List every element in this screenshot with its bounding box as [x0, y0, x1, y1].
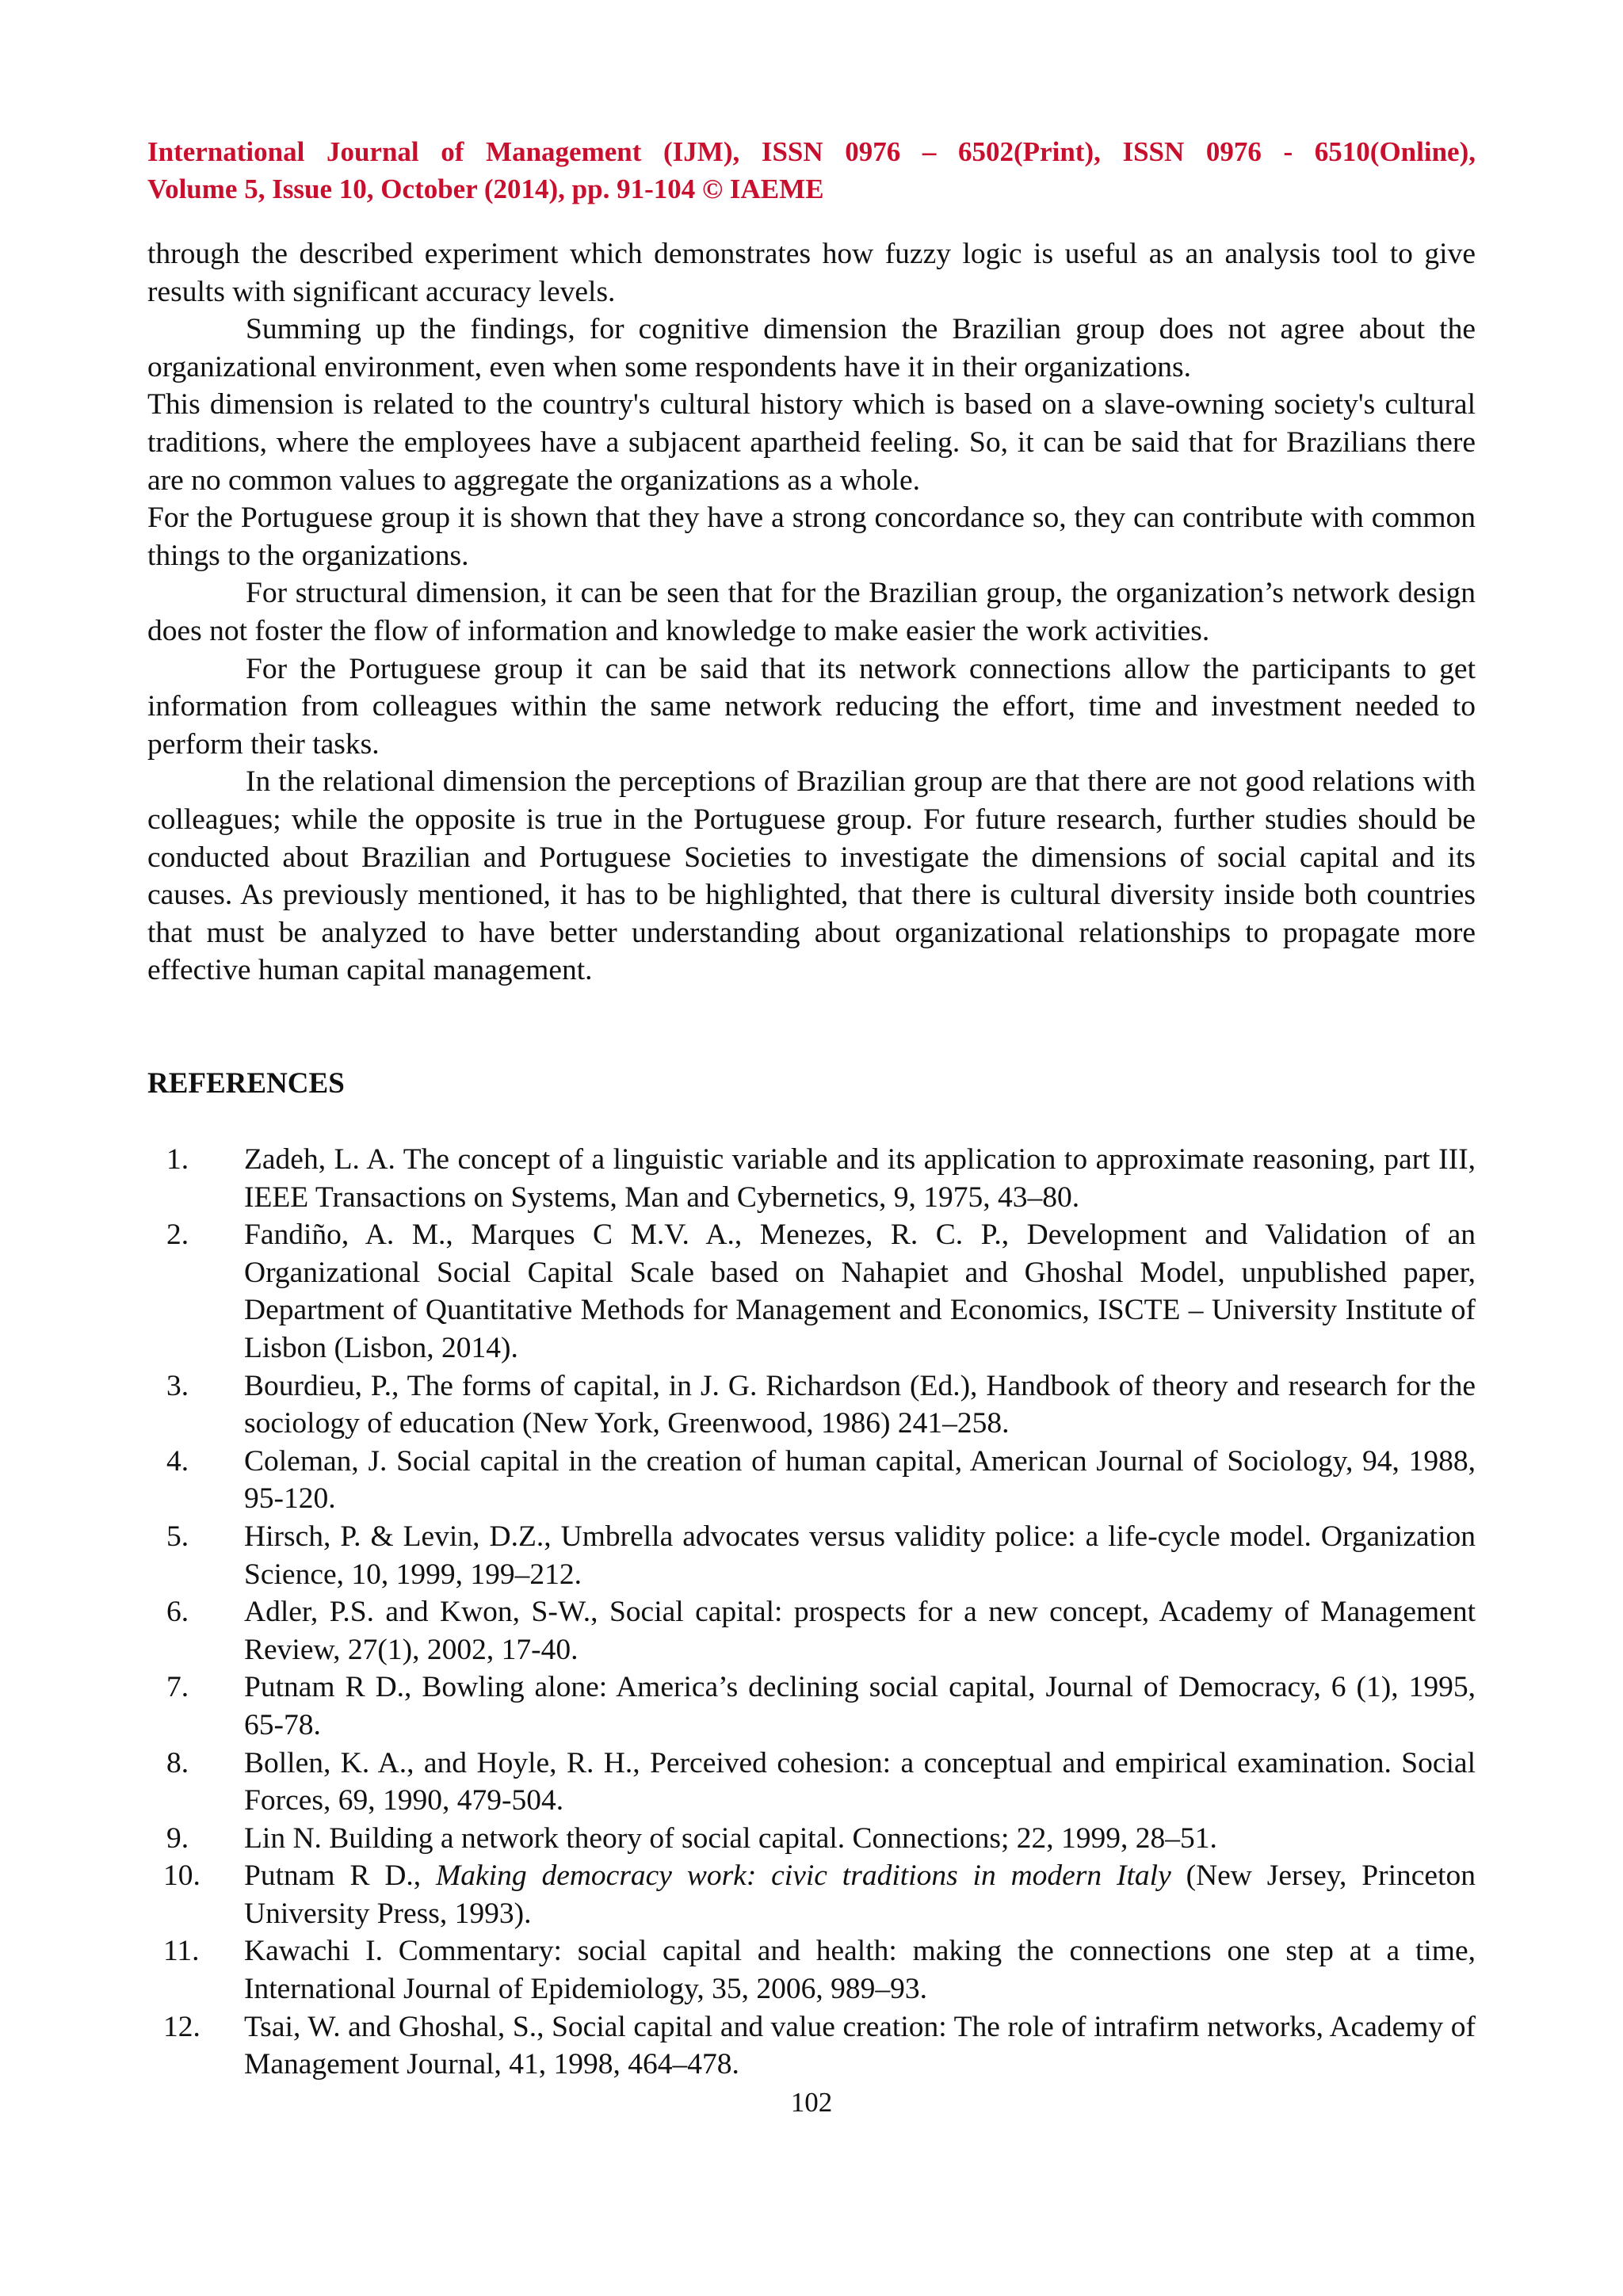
- references-list: [147, 1141, 1476, 2084]
- reference-number: 7.: [166, 1671, 189, 1704]
- body-text: [147, 235, 1476, 990]
- reference-item: [147, 1593, 1476, 1669]
- paragraph: For the Portuguese group it is shown that they have a strong concordance so, they can contribute with common things to the organizations.: [147, 502, 1476, 572]
- reference-text: Coleman, J. Social capital in the creation of human capital, American Journal of Sociology, 94, 1988, 95-120.: [244, 1444, 1476, 1516]
- reference-text: Fandiño, A. M., Marques C M.V. A., Menezes, R. C. P., Development and Validation of an Organizational Social Capital Scale based on Nahapiet and Ghoshal Model, unpublished paper, Department of Quantitative Methods for Management and Economics, ISCTE – University Institute of Lisbon (Lisbon, 2014).: [244, 1219, 1476, 1364]
- reference-item: [147, 1857, 1476, 1932]
- reference-text: Hirsch, P. & Levin, D.Z., Umbrella advocates versus validity police: a life-cycle model. Organization Science, 10, 1999, 199–212.: [244, 1520, 1476, 1591]
- reference-item: [147, 1932, 1476, 2008]
- journal-header-line-2: Volume 5, Issue 10, October (2014), pp. 91-104 © IAEME: [147, 174, 824, 204]
- reference-text: Bourdieu, P., The forms of capital, in J. G. Richardson (Ed.), Handbook of theory and research for the sociology of education (New York, Greenwood, 1986) 241–258.: [244, 1369, 1476, 1440]
- reference-text: Tsai, W. and Ghoshal, S., Social capital and value creation: The role of intrafirm networks, Academy of Management Journal, 41, 1998, 464–478.: [244, 2010, 1476, 2081]
- reference-number: 6.: [166, 1596, 189, 1629]
- reference-text: Bollen, K. A., and Hoyle, R. H., Perceived cohesion: a conceptual and empirical examination. Social Forces, 69, 1990, 479-504.: [244, 1746, 1476, 1817]
- reference-item: [147, 1216, 1476, 1367]
- reference-text: Zadeh, L. A. The concept of a linguistic variable and its application to approximate reasoning, part III, IEEE Transactions on Systems, Man and Cybernetics, 9, 1975, 43–80.: [244, 1143, 1476, 1214]
- reference-number: 2.: [166, 1219, 189, 1252]
- reference-text: Kawachi I. Commentary: social capital and health: making the connections one step at a time, International Journal of Epidemiology, 35, 2006, 989–93.: [244, 1935, 1476, 2006]
- reference-text: Lin N. Building a network theory of social capital. Connections; 22, 1999, 28–51.: [244, 1821, 1217, 1855]
- reference-number: 1.: [166, 1143, 189, 1176]
- reference-book-title: Making democracy work: civic traditions in modern Italy: [436, 1859, 1171, 1893]
- paragraph: This dimension is related to the country's cultural history which is based on a slave-owning society's cultural traditions, where the employees have a subjacent apartheid feeling. So, it can be said that for Brazilians there are no common values to aggregate the organizations as a whole.: [147, 388, 1476, 497]
- paragraph: In the relational dimension the perceptions of Brazilian group are that there are not good relations with colleagues; while the opposite is true in the Portuguese group. For future research, further studies should be conducted about Brazilian and Portuguese Societies to investigate the dimensions of social capital and its causes. As previously mentioned, it has to be highlighted, that there is cultural diversity inside both countries that must be analyzed to have better understanding about organizational relationships to propagate more effective human capital management.: [147, 765, 1476, 987]
- references-heading: REFERENCES: [147, 1067, 345, 1100]
- paragraph: For the Portuguese group it can be said that its network connections allow the participants to get information from colleagues within the same network reducing the effort, time and investment needed to perform their tasks.: [147, 652, 1476, 761]
- journal-header-line-1: International Journal of Management (IJM), ISSN 0976 – 6502(Print), ISSN 0976 - 6510(Online),: [147, 136, 1476, 167]
- reference-text-pre: Putnam R D.,: [244, 1859, 437, 1893]
- page-number: 102: [790, 2087, 833, 2118]
- reference-text: Putnam R D., Bowling alone: America’s declining social capital, Journal of Democracy, 6 (1), 1995, 65-78.: [244, 1671, 1476, 1741]
- reference-number: 9.: [166, 1821, 189, 1855]
- reference-item: [147, 1443, 1476, 1518]
- reference-item: [147, 2008, 1476, 2084]
- journal-header: [147, 133, 1476, 208]
- reference-item: [147, 1745, 1476, 1820]
- reference-number: 3.: [166, 1369, 189, 1402]
- reference-number: 11.: [163, 1935, 200, 1968]
- paragraph: Summing up the findings, for cognitive dimension the Brazilian group does not agree about the organizational environment, even when some respondents have it in their organizations.: [147, 313, 1476, 383]
- paragraph: through the described experiment which demonstrates how fuzzy logic is useful as an analysis tool to give results with significant accuracy levels.: [147, 238, 1476, 308]
- reference-number: 5.: [166, 1520, 189, 1553]
- reference-number: 12.: [163, 2010, 200, 2043]
- reference-text-post: (New Jersey, Princeton University Press, 1993).: [244, 1859, 1476, 1930]
- reference-item: [147, 1820, 1476, 1858]
- reference-item: [147, 1141, 1476, 1216]
- reference-item: [147, 1367, 1476, 1443]
- reference-text: Adler, P.S. and Kwon, S-W., Social capital: prospects for a new concept, Academy of Management Review, 27(1), 2002, 17-40.: [244, 1596, 1476, 1666]
- reference-number: 4.: [166, 1444, 189, 1478]
- reference-number: 8.: [166, 1746, 189, 1779]
- reference-item: [147, 1669, 1476, 1744]
- paragraph: For structural dimension, it can be seen that for the Brazilian group, the organization’s network design does not foster the flow of information and knowledge to make easier the work activities.: [147, 577, 1476, 647]
- reference-number: 10.: [163, 1859, 200, 1893]
- reference-item: [147, 1518, 1476, 1593]
